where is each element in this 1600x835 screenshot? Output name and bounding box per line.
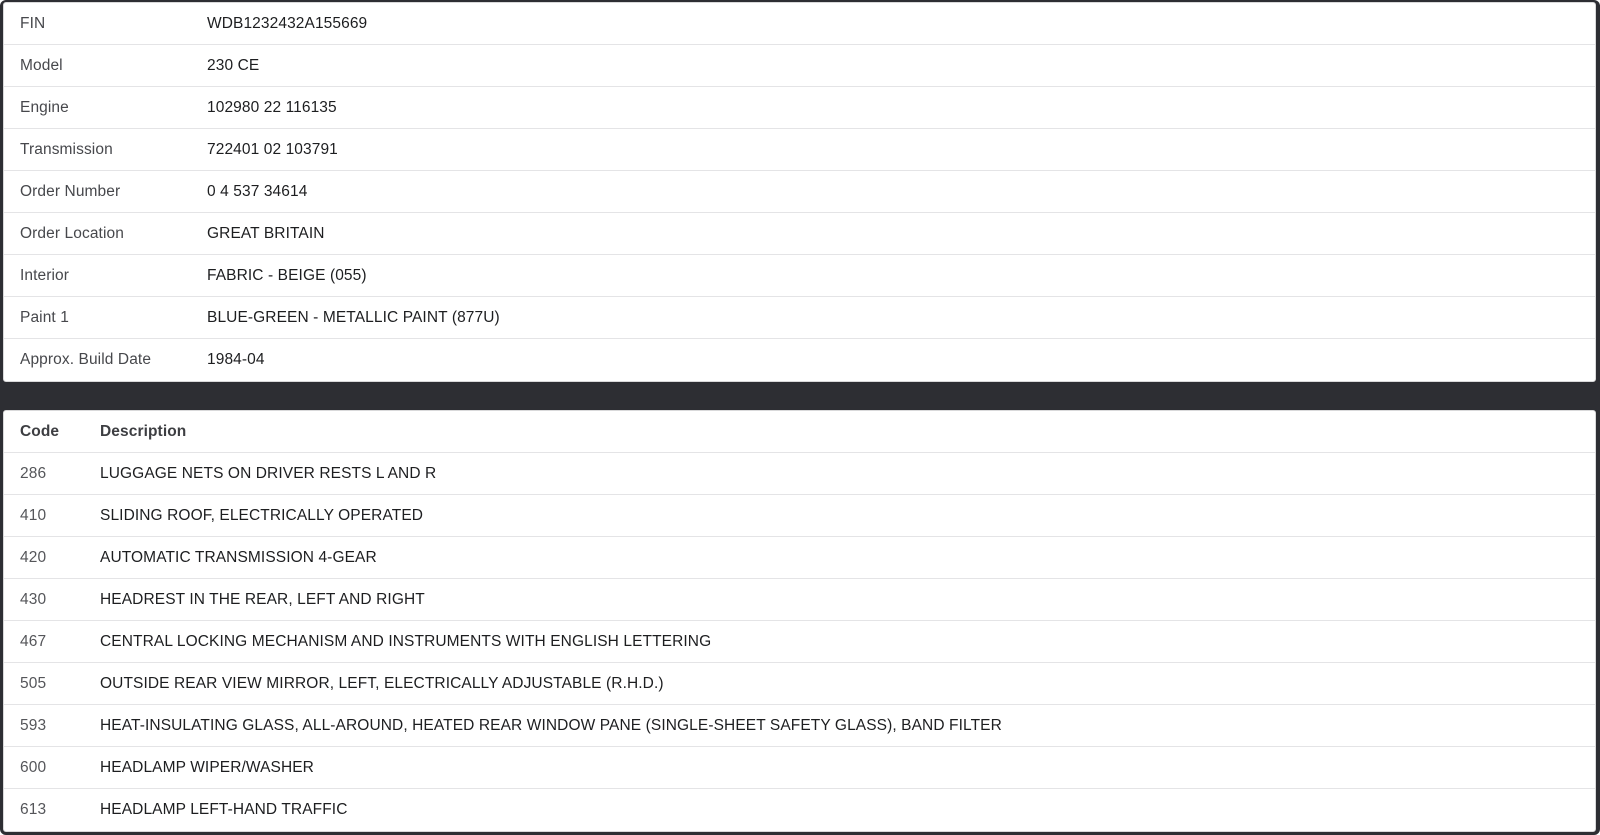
option-rows-container (4, 453, 1595, 831)
option-code: 420 (20, 548, 47, 566)
option-row (4, 789, 1595, 831)
option-code: 286 (20, 464, 47, 482)
info-label: Model (20, 56, 63, 74)
info-row (4, 255, 1595, 297)
code-column-header: Code (20, 422, 60, 440)
section-divider (3, 382, 1596, 410)
option-codes-card (3, 410, 1596, 832)
info-row (4, 213, 1595, 255)
option-row (4, 705, 1595, 747)
description-column-header: Description (100, 422, 187, 440)
info-row (4, 339, 1595, 381)
option-row (4, 537, 1595, 579)
option-code: 593 (20, 716, 47, 734)
option-description: OUTSIDE REAR VIEW MIRROR, LEFT, ELECTRICALLY ADJUSTABLE (R.H.D.) (100, 674, 664, 692)
options-header-row (4, 411, 1595, 453)
info-value: WDB1232432A155669 (207, 14, 368, 32)
info-row (4, 171, 1595, 213)
info-row (4, 3, 1595, 45)
option-code: 600 (20, 758, 47, 776)
option-description: HEADLAMP LEFT-HAND TRAFFIC (100, 801, 348, 818)
option-row (4, 495, 1595, 537)
option-description: HEADLAMP WIPER/WASHER (100, 758, 314, 776)
info-value: 0 4 537 34614 (207, 182, 308, 200)
option-description: CENTRAL LOCKING MECHANISM AND INSTRUMENTS WITH ENGLISH LETTERING (100, 632, 712, 650)
option-code: 410 (20, 506, 47, 524)
option-description: HEADREST IN THE REAR, LEFT AND RIGHT (100, 590, 425, 608)
option-row (4, 747, 1595, 789)
option-description: LUGGAGE NETS ON DRIVER RESTS L AND R (100, 464, 437, 482)
info-label: FIN (20, 14, 46, 32)
option-row (4, 663, 1595, 705)
info-label: Paint 1 (20, 308, 69, 326)
info-value: 230 CE (207, 56, 260, 74)
info-label: Interior (20, 266, 70, 284)
info-value: 1984-04 (207, 351, 265, 368)
info-label: Transmission (20, 140, 113, 158)
option-code: 467 (20, 632, 47, 650)
option-row (4, 453, 1595, 495)
info-row (4, 45, 1595, 87)
info-label: Engine (20, 98, 69, 116)
info-row (4, 297, 1595, 339)
info-value: GREAT BRITAIN (207, 224, 325, 242)
vehicle-info-card (3, 2, 1596, 382)
info-value: 722401 02 103791 (207, 140, 338, 158)
info-value: 102980 22 116135 (207, 98, 337, 116)
info-label: Approx. Build Date (20, 351, 152, 368)
info-row (4, 129, 1595, 171)
option-code: 430 (20, 590, 47, 608)
option-description: HEAT-INSULATING GLASS, ALL-AROUND, HEATED REAR WINDOW PANE (SINGLE-SHEET SAFETY GLASS), BAND FILTER (100, 716, 1002, 734)
option-description: SLIDING ROOF, ELECTRICALLY OPERATED (100, 506, 424, 524)
info-value: BLUE-GREEN - METALLIC PAINT (877U) (207, 308, 500, 326)
option-description: AUTOMATIC TRANSMISSION 4-GEAR (100, 548, 377, 566)
info-value: FABRIC - BEIGE (055) (207, 266, 367, 284)
option-code: 505 (20, 674, 47, 692)
info-row (4, 87, 1595, 129)
info-label: Order Location (20, 224, 124, 242)
option-code: 613 (20, 801, 47, 818)
info-label: Order Number (20, 182, 121, 200)
option-row (4, 621, 1595, 663)
option-row (4, 579, 1595, 621)
